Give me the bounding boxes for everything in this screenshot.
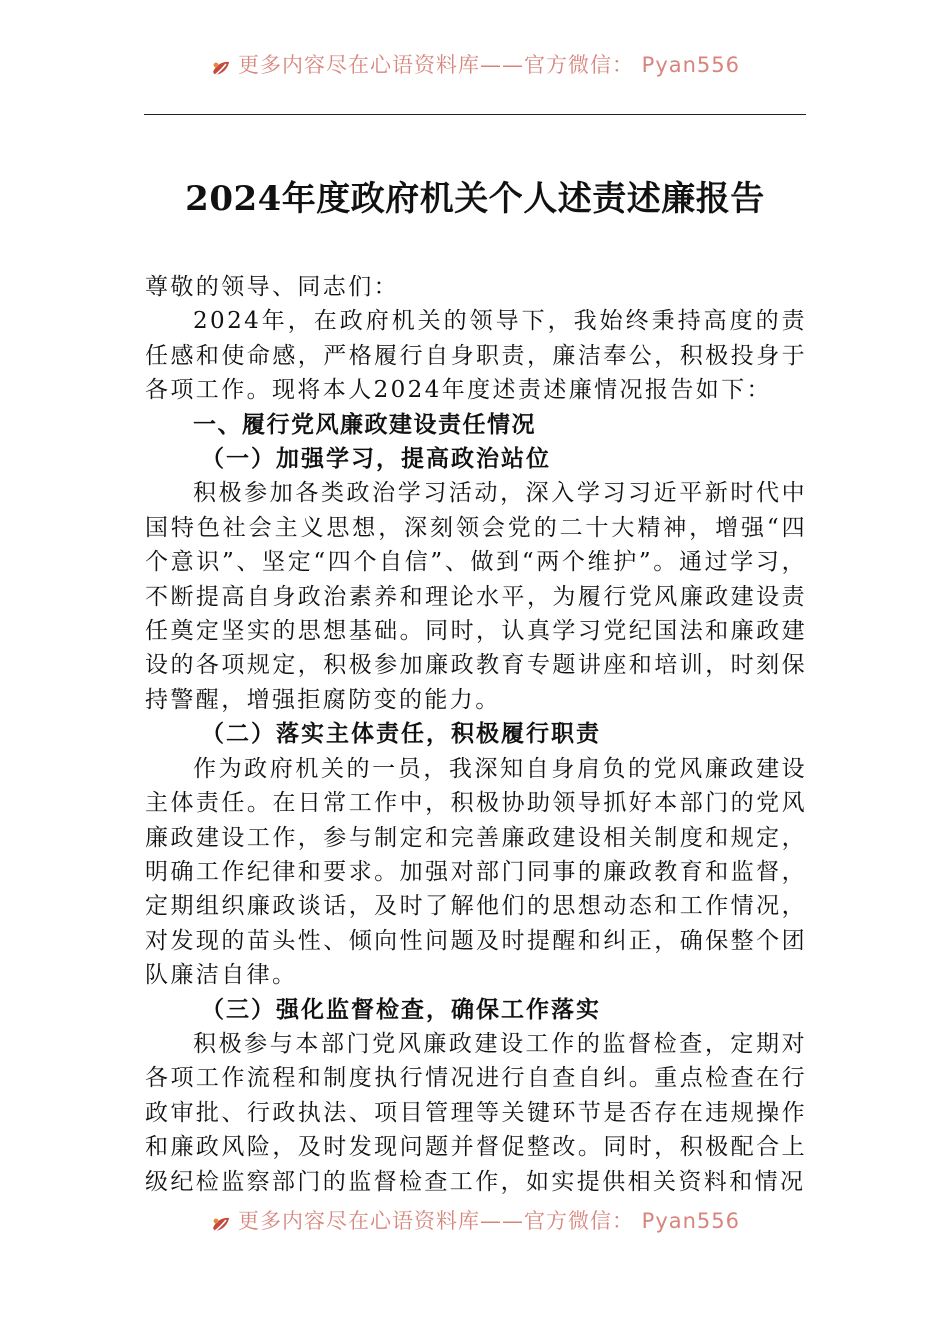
footer-watermark bbox=[0, 1208, 950, 1238]
document-body bbox=[145, 270, 807, 1199]
subsection-body-3: 积极参与本部门党风廉政建设工作的监督检查，定期对各项工作流程和制度执行情况进行自查自纠。重点检查在行政审批、行政执法、项目管理等关键环节是否存在违规操作和廉政风险，及时发现问题并督促整改。同时，积极配合上级纪检监察部门的监督检查工作，如实提供相关资料和情况 bbox=[145, 1030, 807, 1195]
salutation: 尊敬的领导、同志们： bbox=[145, 274, 399, 300]
watermark-text: 更多内容尽在心语资料库——官方微信： Pyan556 bbox=[237, 53, 741, 77]
subsection-body-2: 作为政府机关的一员，我深知自身肩负的党风廉政建设主体责任。在日常工作中，积极协助领导抓好本部门的党风廉政建设工作，参与制定和完善廉政建设相关制度和规定，明确工作纪律和要求。加强对部门同事的廉政教育和监督，定期组织廉政谈话，及时了解他们的思想动态和工作情况，对发现的苗头性、倾向性问题及时提醒和纠正，确保整个团队廉洁自律。 bbox=[145, 755, 807, 989]
subsection-heading-2: （二）落实主体责任，积极履行职责 bbox=[201, 720, 601, 748]
subsection-body-1: 积极参加各类政治学习活动，深入学习习近平新时代中国特色社会主义思想，深刻领会党的二十大精神，增强“四个意识”、坚定“四个自信”、做到“两个维护”。通过学习，不断提高自身政治素养和理论水平，为履行党风廉政建设责任奠定坚实的思想基础。同时，认真学习党纪国法和廉政建设的各项规定，积极参加廉政教育专题讲座和培训，时刻保持警醒，增强拒腐防变的能力。 bbox=[145, 480, 807, 713]
intro-paragraph: 2024年，在政府机关的领导下，我始终秉持高度的责任感和使命感，严格履行自身职责，廉洁奉公，积极投身于各项工作。现将本人2024年度述责述廉情况报告如下： bbox=[145, 308, 807, 404]
header-watermark bbox=[0, 52, 950, 82]
leaf-logo-icon bbox=[210, 1214, 232, 1236]
document-title: 2024年度政府机关个人述责述廉报告 bbox=[185, 179, 765, 219]
leaf-logo-icon bbox=[210, 58, 232, 80]
subsection-heading-3: （三）强化监督检查，确保工作落实 bbox=[201, 995, 601, 1023]
section-heading: 一、履行党风廉政建设责任情况 bbox=[193, 411, 536, 438]
subsection-heading-1: （一）加强学习，提高政治站位 bbox=[201, 445, 551, 473]
header-divider bbox=[144, 114, 806, 115]
watermark-text: 更多内容尽在心语资料库——官方微信： Pyan556 bbox=[237, 1209, 741, 1233]
